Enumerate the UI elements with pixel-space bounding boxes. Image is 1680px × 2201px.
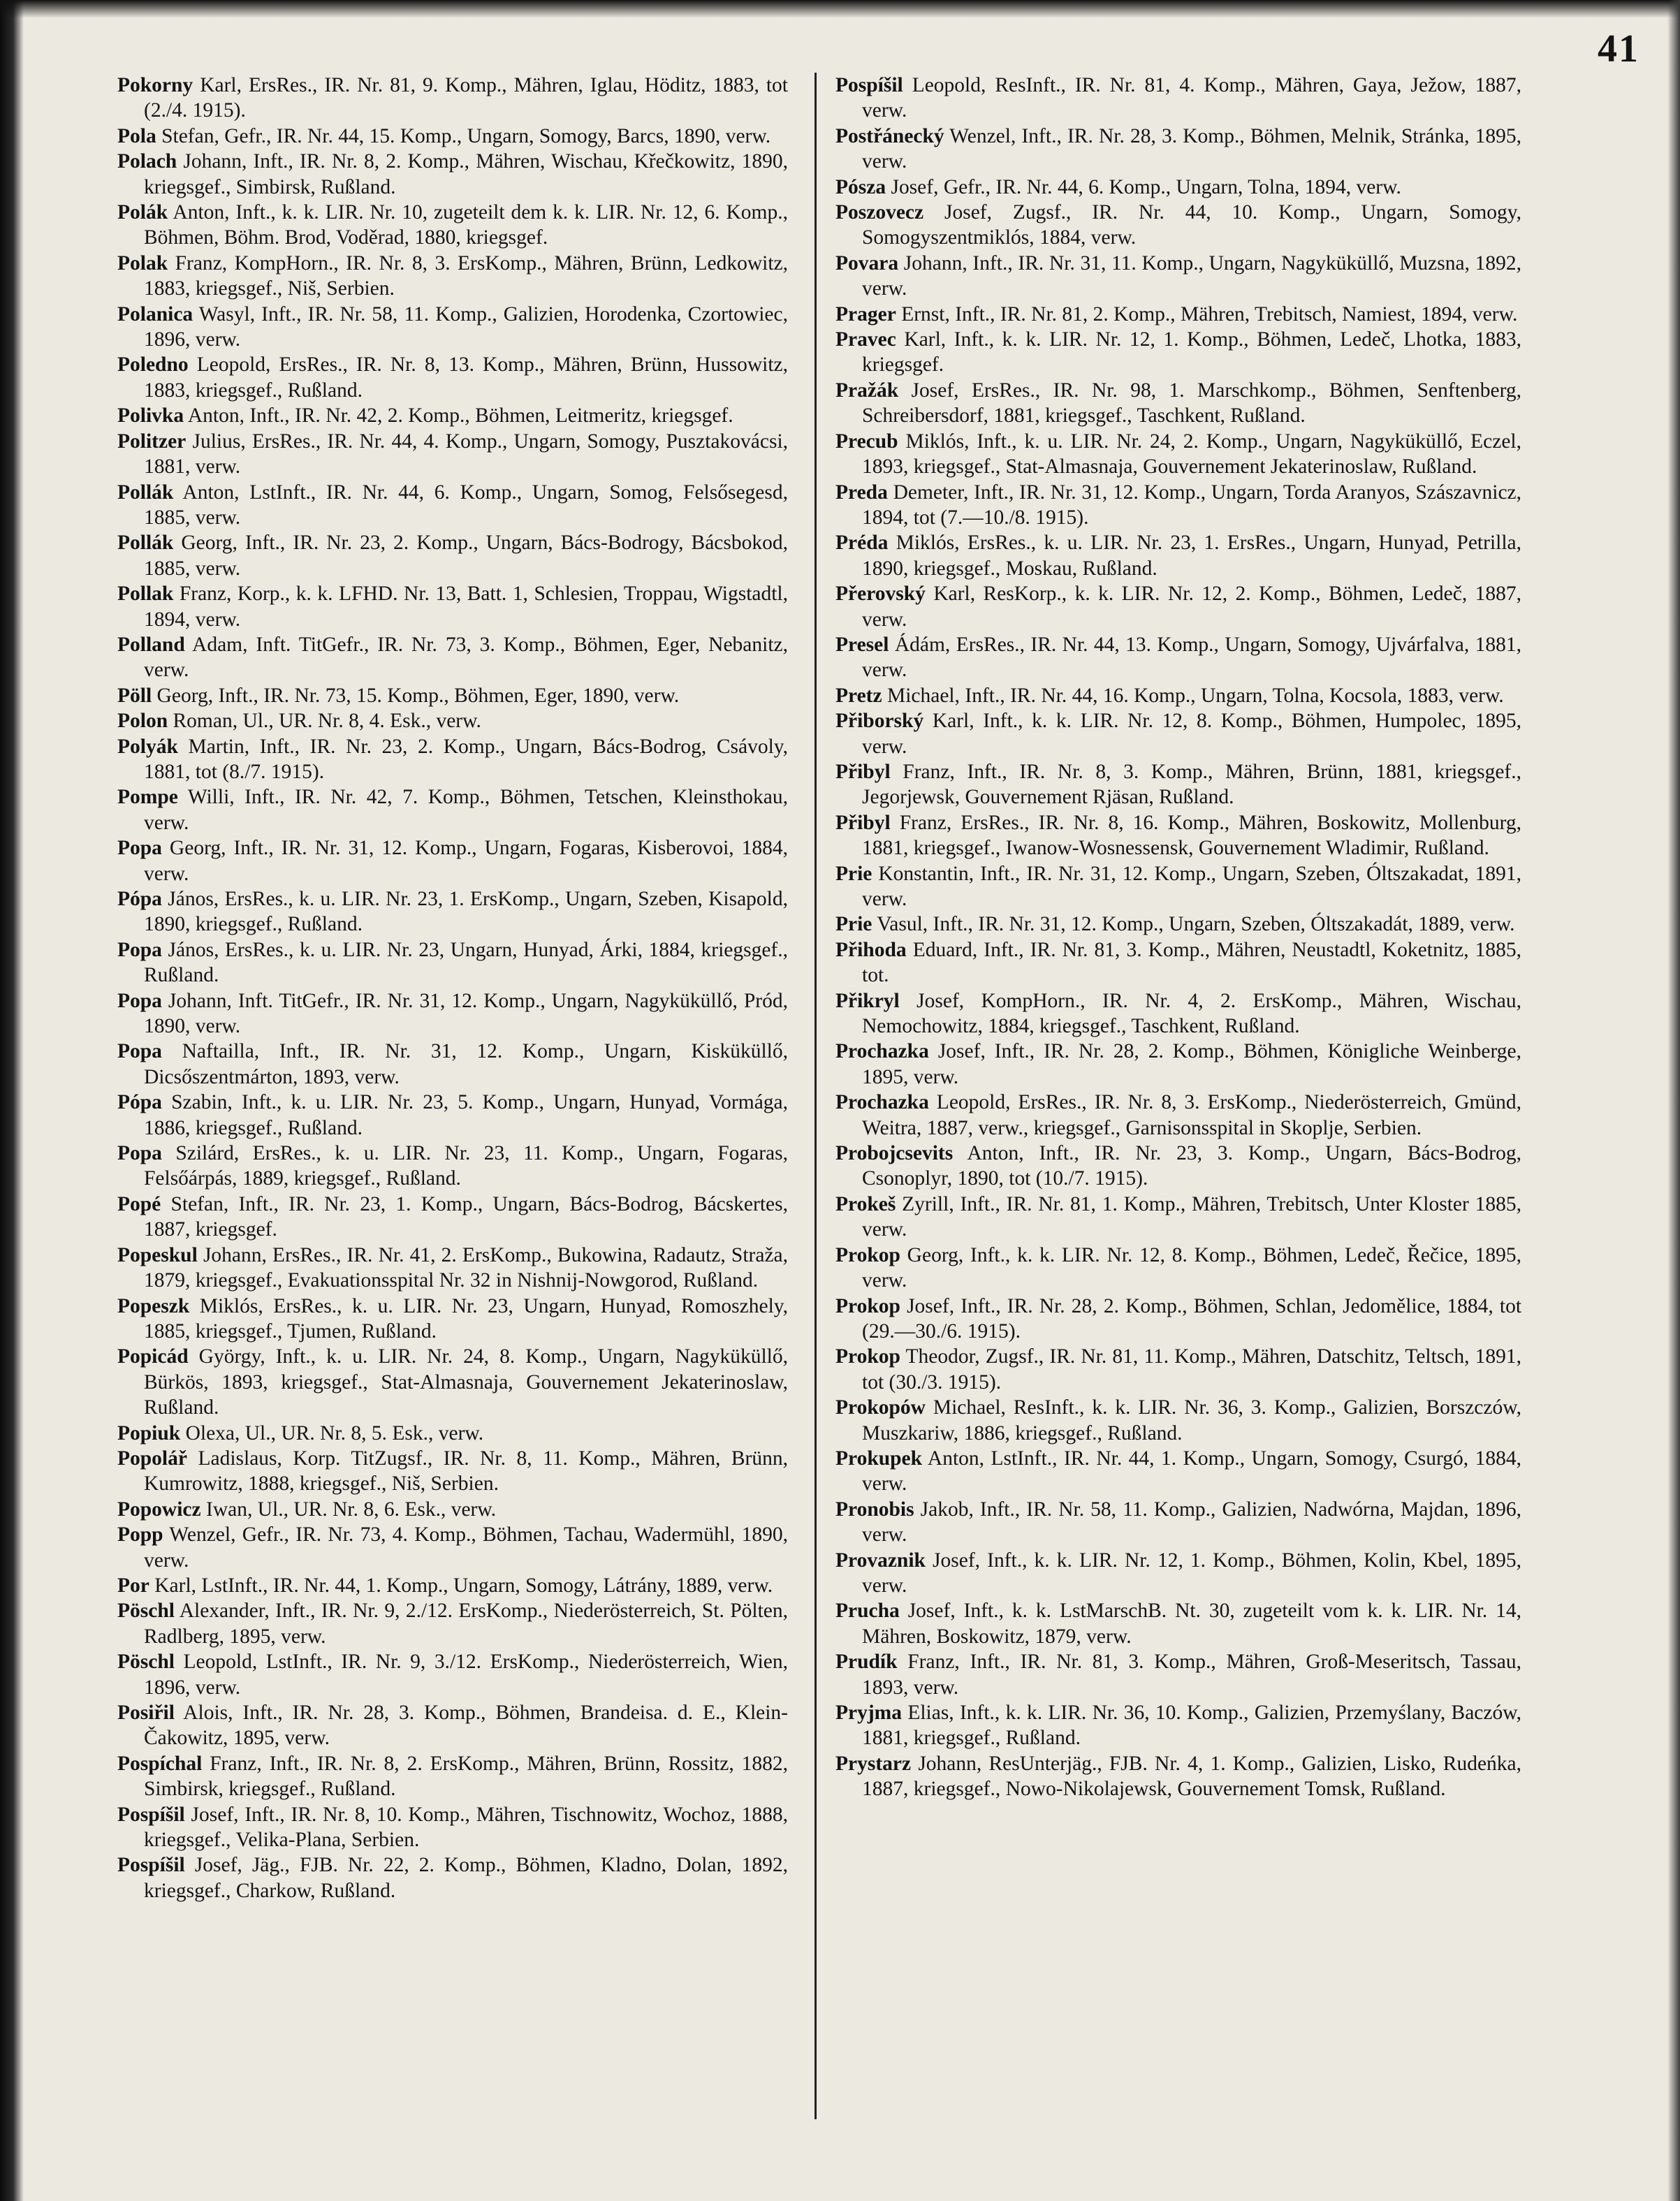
entry-details: Alois, Inft., IR. Nr. 28, 3. Komp., Böhmen, Brandeisa. d. E., Klein-Čakowitz, 1895, verw. — [144, 1702, 788, 1750]
entry-details: Josef, Zugsf., IR. Nr. 44, 10. Komp., Ungarn, Somogy, Somogyszentmiklós, 1884, verw. — [862, 201, 1522, 249]
entry-details: Ladislaus, Korp. TitZugsf., IR. Nr. 8, 11. Komp., Mähren, Brünn, Kumrowitz, 1888, kriegsgef., Niš, Serbien. — [144, 1447, 789, 1496]
entry-details: Josef, Inft., IR. Nr. 8, 10. Komp., Mähren, Tischnowitz, Wochoz, 1888, kriegsgef., Velika-Plana, Serbien. — [144, 1803, 789, 1852]
list-item — [835, 1649, 1521, 1700]
entry-surname: Povara — [835, 251, 899, 275]
entry-surname: Popa — [117, 989, 162, 1012]
entry-surname: Politzer — [117, 430, 187, 453]
entry-surname: Popp — [117, 1523, 163, 1546]
list-item — [117, 1192, 788, 1243]
entry-surname: Pretz — [835, 684, 882, 707]
entry-details: Anton, LstInft., IR. Nr. 44, 1. Komp., Ungarn, Somogy, Csurgó, 1884, verw. — [862, 1447, 1521, 1496]
entry-surname: Pollák — [117, 481, 174, 504]
entry-details: Elias, Inft., k. k. LIR. Nr. 36, 10. Komp., Galizien, Przemyślany, Baczów, 1881, kriegsgef., Rußland. — [862, 1702, 1522, 1750]
scan-edge-left — [0, 0, 24, 2201]
entry-details: Josef, Inft., k. k. LstMarschB. Nt. 30, zugeteilt vom k. k. LIR. Nr. 14, Mähren, Boskowitz, 1879, verw. — [862, 1600, 1521, 1648]
scan-edge-right — [1667, 0, 1680, 2201]
entry-surname: Pósza — [835, 175, 886, 198]
entry-surname: Pollak — [117, 583, 174, 606]
entry-surname: Popowicz — [117, 1498, 201, 1521]
entry-surname: Prokop — [835, 1345, 900, 1368]
list-item — [835, 251, 1521, 302]
entry-details: Stefan, Gefr., IR. Nr. 44, 15. Komp., Ungarn, Somogy, Barcs, 1890, verw. — [161, 124, 771, 147]
list-item — [835, 759, 1521, 810]
entry-details: Georg, Inft., k. k. LIR. Nr. 12, 8. Komp., Böhmen, Ledeč, Řečice, 1895, verw. — [862, 1243, 1521, 1292]
entry-surname: Poledno — [117, 353, 189, 376]
entry-surname: Přikryl — [835, 989, 900, 1012]
list-item — [117, 835, 788, 886]
list-item — [835, 632, 1521, 683]
list-item — [835, 302, 1521, 327]
entry-details: Leopold, ErsRes., IR. Nr. 8, 3. ErsKomp., Niederösterreich, Gmünd, Weitra, 1887, verw., kriegsgef., Garnisonsspital in Skoplje, Serbien. — [862, 1091, 1521, 1139]
entry-surname: Pospíšil — [117, 1854, 185, 1877]
list-item — [117, 530, 788, 581]
entry-details: Johann, ErsRes., IR. Nr. 41, 2. ErsKomp., Bukowina, Radautz, Straža, 1879, kriegsgef., Evakuationsspital Nr. 32 in Nishnij-Nowgorod, Rußland. — [144, 1243, 789, 1292]
entry-surname: Prudík — [835, 1651, 898, 1674]
list-item — [117, 1598, 788, 1649]
list-item — [835, 480, 1521, 531]
entry-surname: Popa — [117, 1142, 162, 1165]
entry-surname: Polak — [117, 251, 168, 275]
entry-details: Julius, ErsRes., IR. Nr. 44, 4. Komp., Ungarn, Somogy, Pusztakovácsi, 1881, verw. — [144, 430, 789, 478]
list-item — [117, 683, 788, 708]
list-item — [117, 200, 788, 251]
entry-details: Josef, Jäg., FJB. Nr. 22, 2. Komp., Böhmen, Kladno, Dolan, 1892, kriegsgef., Charkow, Rußland. — [144, 1854, 788, 1902]
list-item — [835, 378, 1521, 429]
entry-details: Franz, Korp., k. k. LFHD. Nr. 13, Batt. 1, Schlesien, Troppau, Wigstadtl, 1894, verw. — [144, 583, 789, 631]
entry-surname: Por — [117, 1574, 149, 1597]
entry-details: Leopold, ErsRes., IR. Nr. 8, 13. Komp., Mähren, Brünn, Hussowitz, 1883, kriegsgef., Rußland. — [144, 353, 788, 402]
entry-details: Franz, Inft., IR. Nr. 81, 3. Komp., Mähren, Groß-Meseritsch, Tassau, 1893, verw. — [862, 1651, 1522, 1699]
entry-details: Ernst, Inft., IR. Nr. 81, 2. Komp., Mähren, Trebitsch, Namiest, 1894, verw. — [901, 302, 1518, 326]
entry-surname: Polanica — [117, 302, 193, 326]
list-item — [835, 1751, 1521, 1802]
list-item — [835, 1039, 1521, 1090]
list-item — [835, 683, 1521, 708]
entry-details: Theodor, Zugsf., IR. Nr. 81, 11. Komp., Mähren, Datschitz, Teltsch, 1891, tot (30./3. 1915). — [862, 1345, 1521, 1394]
entry-details: Karl, LstInft., IR. Nr. 44, 1. Komp., Ungarn, Somogy, Látrány, 1889, verw. — [154, 1574, 773, 1597]
list-item — [117, 1294, 788, 1345]
right-column — [835, 73, 1521, 1802]
entry-surname: Probojcsevits — [835, 1142, 954, 1165]
list-item — [835, 1294, 1521, 1345]
entry-surname: Pražák — [835, 379, 899, 402]
entry-details: Johann, ResUnterjäg., FJB. Nr. 4, 1. Komp., Galizien, Lisko, Rudeńka, 1887, kriegsgef., Nowo-Nikolajewsk, Gouvernement Tomsk, Rußland. — [862, 1752, 1522, 1801]
entry-details: Anton, Inft., k. k. LIR. Nr. 10, zugeteilt dem k. k. LIR. Nr. 12, 6. Komp., Böhmen, Böhm. Brod, Voděrad, 1880, kriegsgef. — [144, 201, 788, 249]
entry-surname: Popé — [117, 1192, 161, 1215]
entry-details: Karl, Inft., k. k. LIR. Nr. 12, 1. Komp., Böhmen, Ledeč, Lhotka, 1883, kriegsgef. — [862, 328, 1522, 376]
list-item — [835, 1598, 1521, 1649]
entry-details: Georg, Inft., IR. Nr. 73, 15. Komp., Böhmen, Eger, 1890, verw. — [156, 684, 680, 707]
entry-surname: Polák — [117, 201, 168, 224]
list-item — [117, 1700, 788, 1751]
entry-details: Miklós, Inft., k. u. LIR. Nr. 24, 2. Komp., Ungarn, Nagyküküllő, Eczel, 1893, kriegsgef., Stat-Almasnaja, Gouvernement Jekaterinoslaw, Rußland. — [862, 430, 1521, 478]
list-item — [835, 530, 1521, 581]
list-item — [117, 708, 788, 733]
entry-surname: Prystarz — [835, 1752, 912, 1775]
entry-details: Alexander, Inft., IR. Nr. 9, 2./12. ErsKomp., Niederösterreich, St. Pölten, Radlberg, 1895, verw. — [144, 1600, 789, 1648]
list-item — [117, 1039, 788, 1090]
entry-details: Josef, Inft., k. k. LIR. Nr. 12, 1. Komp., Böhmen, Kolin, Kbel, 1895, verw. — [862, 1549, 1521, 1597]
entry-details: Wasyl, Inft., IR. Nr. 58, 11. Komp., Galizien, Horodenka, Czortowiec, 1896, verw. — [144, 302, 788, 351]
entry-details: Anton, LstInft., IR. Nr. 44, 6. Komp., Ungarn, Somog, Felsősegesd, 1885, verw. — [144, 481, 789, 529]
entry-surname: Prokeš — [835, 1192, 896, 1215]
list-item — [835, 810, 1521, 861]
entry-details: Ádám, ErsRes., IR. Nr. 44, 13. Komp., Ungarn, Somogy, Ujvárfalva, 1881, verw. — [862, 633, 1522, 682]
entry-details: Josef, KompHorn., IR. Nr. 4, 2. ErsKomp., Mähren, Wischau, Nemochowitz, 1884, kriegsgef., Taschkent, Rußland. — [862, 989, 1521, 1038]
entry-surname: Prokop — [835, 1294, 900, 1317]
entry-details: Franz, ErsRes., IR. Nr. 8, 16. Komp., Mähren, Boskowitz, Mollenburg, 1881, kriegsgef., Iwanow-Wosnessensk, Gouvernement Wladimir, Rußland. — [862, 811, 1522, 860]
entry-details: Miklós, ErsRes., k. u. LIR. Nr. 23, Ungarn, Hunyad, Romoszhely, 1885, kriegsgef., Tjumen, Rußland. — [144, 1294, 788, 1343]
entry-details: Szilárd, ErsRes., k. u. LIR. Nr. 23, 11. Komp., Ungarn, Fogaras, Felsőárpás, 1889, kriegsgef., Rußland. — [144, 1142, 789, 1190]
entry-details: Karl, ErsRes., IR. Nr. 81, 9. Komp., Mähren, Iglau, Höditz, 1883, tot (2./4. 1915). — [144, 74, 788, 122]
entry-details: Georg, Inft., IR. Nr. 23, 2. Komp., Ungarn, Bács-Bodrogy, Bácsbokod, 1885, verw. — [144, 532, 788, 580]
entry-surname: Postřánecký — [835, 124, 944, 147]
entry-details: Georg, Inft., IR. Nr. 31, 12. Komp., Ungarn, Fogaras, Kisberovoi, 1884, verw. — [144, 837, 789, 885]
entry-surname: Přihoda — [835, 938, 907, 961]
entry-surname: Přibyl — [835, 811, 891, 834]
list-item — [835, 429, 1521, 480]
list-item — [117, 632, 788, 683]
entry-details: Willi, Inft., IR. Nr. 42, 7. Komp., Böhmen, Tetschen, Kleinsthokau, verw. — [144, 786, 788, 834]
scan-edge-top — [0, 0, 1680, 18]
list-item — [117, 1344, 788, 1420]
list-item — [117, 73, 788, 124]
entry-surname: Polyák — [117, 735, 178, 758]
entry-details: Leopold, LstInft., IR. Nr. 9, 3./12. ErsKomp., Niederösterreich, Wien, 1896, verw. — [144, 1651, 789, 1699]
entry-surname: Pospíšil — [117, 1803, 185, 1826]
list-item — [117, 124, 788, 149]
entry-surname: Pronobis — [835, 1498, 914, 1521]
list-item — [117, 1852, 788, 1903]
entry-surname: Presel — [835, 633, 889, 656]
entry-details: Jakob, Inft., IR. Nr. 58, 11. Komp., Galizien, Nadwórna, Majdan, 1896, verw. — [862, 1498, 1522, 1546]
entry-details: János, ErsRes., k. u. LIR. Nr. 23, Ungarn, Hunyad, Árki, 1884, kriegsgef., Rußland. — [144, 938, 789, 987]
list-item — [835, 937, 1521, 988]
entry-details: Konstantin, Inft., IR. Nr. 31, 12. Komp., Ungarn, Szeben, Óltszakadat, 1891, verw. — [862, 862, 1522, 910]
list-item — [835, 73, 1521, 124]
list-item — [117, 302, 788, 353]
entry-surname: Popa — [117, 1040, 162, 1063]
list-item — [117, 1802, 788, 1853]
entry-surname: Pópa — [117, 888, 162, 910]
entry-surname: Preda — [835, 481, 888, 504]
entry-surname: Polivka — [117, 404, 184, 427]
entry-details: Johann, Inft. TitGefr., IR. Nr. 31, 12. Komp., Ungarn, Nagyküküllő, Pród, 1890, verw. — [144, 989, 789, 1038]
list-item — [835, 327, 1521, 378]
entry-details: Franz, Inft., IR. Nr. 8, 3. Komp., Mähren, Brünn, 1881, kriegsgef., Jegorjewsk, Gouvernement Rjäsan, Rußland. — [862, 760, 1522, 809]
entry-details: Leopold, ResInft., IR. Nr. 81, 4. Komp., Mähren, Gaya, Ježow, 1887, verw. — [862, 74, 1521, 122]
entry-details: János, ErsRes., k. u. LIR. Nr. 23, 1. ErsKomp., Ungarn, Szeben, Kisapold, 1890, kriegsgef., Rußland. — [144, 888, 789, 936]
list-item — [835, 1344, 1521, 1395]
entry-surname: Pompe — [117, 786, 178, 809]
list-item — [117, 1141, 788, 1192]
entry-surname: Popeszk — [117, 1294, 190, 1317]
list-item — [835, 861, 1521, 912]
entry-surname: Popicád — [117, 1345, 189, 1368]
entry-surname: Pryjma — [835, 1702, 903, 1724]
entry-details: Martin, Inft., IR. Nr. 23, 2. Komp., Ungarn, Bács-Bodrog, Csávoly, 1881, tot (8./7. 1915). — [144, 735, 789, 783]
entry-details: Wenzel, Gefr., IR. Nr. 73, 4. Komp., Böhmen, Tachau, Wadermühl, 1890, verw. — [144, 1523, 788, 1572]
list-item — [117, 149, 788, 200]
entry-surname: Prokopów — [835, 1396, 926, 1419]
entry-surname: Pravec — [835, 328, 896, 351]
entry-details: Michael, ResInft., k. k. LIR. Nr. 36, 3. Komp., Galizien, Borszczów, Muszkariw, 1886, kriegsgef., Rußland. — [862, 1396, 1521, 1445]
list-item — [117, 988, 788, 1039]
entry-surname: Pollák — [117, 532, 174, 555]
list-item — [117, 403, 788, 428]
list-item — [835, 912, 1521, 937]
list-item — [835, 1243, 1521, 1294]
list-item — [117, 1446, 788, 1497]
entry-details: Franz, Inft., IR. Nr. 8, 2. ErsKomp., Mähren, Brünn, Rossitz, 1882, Simbirsk, kriegsgef., Rußland. — [144, 1752, 788, 1801]
entry-details: Demeter, Inft., IR. Nr. 31, 12. Komp., Ungarn, Torda Aranyos, Szászavnicz, 1894, tot (7.—10./8. 1915). — [862, 481, 1522, 529]
entry-details: Karl, Inft., k. k. LIR. Nr. 12, 8. Komp., Böhmen, Humpolec, 1895, verw. — [862, 710, 1522, 758]
entry-surname: Prucha — [835, 1600, 900, 1623]
entry-surname: Prie — [835, 862, 872, 885]
list-item — [117, 352, 788, 403]
list-item — [117, 1649, 788, 1700]
list-item — [835, 1395, 1521, 1446]
list-item — [117, 1421, 788, 1446]
list-item — [117, 251, 788, 302]
list-item — [835, 1192, 1521, 1243]
list-item — [117, 1243, 788, 1294]
entry-surname: Polach — [117, 150, 177, 173]
list-item — [835, 708, 1521, 759]
entry-details: Johann, Inft., IR. Nr. 8, 2. Komp., Mähren, Wischau, Křečkowitz, 1890, kriegsgef., Simbirsk, Rußland. — [144, 150, 788, 198]
entry-details: Anton, Inft., IR. Nr. 42, 2. Komp., Böhmen, Leitmeritz, kriegsgef. — [187, 404, 733, 427]
entry-surname: Prokupek — [835, 1447, 923, 1470]
entry-surname: Posiřil — [117, 1702, 175, 1724]
entry-details: Johann, Inft., IR. Nr. 31, 11. Komp., Ungarn, Nagyküküllő, Muzsna, 1892, verw. — [862, 251, 1522, 300]
list-item — [835, 1446, 1521, 1497]
entry-surname: Prokop — [835, 1243, 900, 1266]
entry-surname: Pospíšil — [835, 74, 903, 96]
entry-details: Szabin, Inft., k. u. LIR. Nr. 23, 5. Komp., Ungarn, Hunyad, Vormága, 1886, kriegsgef., Rußland. — [144, 1091, 789, 1139]
list-item — [117, 429, 788, 480]
list-item — [117, 581, 788, 632]
entry-surname: Poszovecz — [835, 201, 924, 224]
entry-surname: Popolář — [117, 1447, 187, 1470]
entry-surname: Pöll — [117, 684, 152, 707]
entry-surname: Prochazka — [835, 1040, 929, 1063]
list-item — [835, 1700, 1521, 1751]
entry-details: Zyrill, Inft., IR. Nr. 81, 1. Komp., Mähren, Trebitsch, Unter Kloster 1885, verw. — [862, 1192, 1521, 1241]
entry-surname: Popeskul — [117, 1243, 198, 1266]
entry-details: Roman, Ul., UR. Nr. 8, 4. Esk., verw. — [173, 710, 481, 733]
entry-details: Franz, KompHorn., IR. Nr. 8, 3. ErsKomp., Mähren, Brünn, Ledkowitz, 1883, kriegsgef., Niš, Serbien. — [144, 251, 789, 300]
list-item — [117, 784, 788, 835]
list-item — [835, 200, 1521, 251]
list-item — [835, 1548, 1521, 1599]
list-item — [117, 1573, 788, 1598]
list-item — [117, 886, 788, 937]
entry-surname: Pópa — [117, 1091, 162, 1114]
list-item — [117, 480, 788, 531]
list-item — [835, 1497, 1521, 1548]
entry-details: Naftailla, Inft., IR. Nr. 31, 12. Komp., Ungarn, Kisküküllő, Dicsőszentmárton, 1893, verw. — [144, 1040, 789, 1088]
entry-details: Vasul, Inft., IR. Nr. 31, 12. Komp., Ungarn, Szeben, Óltszakadát, 1889, verw. — [877, 913, 1515, 936]
list-item — [117, 1497, 788, 1522]
entry-surname: Přiborský — [835, 710, 924, 733]
entry-surname: Prager — [835, 302, 896, 326]
entry-surname: Pokorny — [117, 74, 193, 96]
list-item — [117, 1090, 788, 1141]
list-item — [835, 175, 1521, 200]
entry-surname: Pola — [117, 124, 156, 147]
list-item — [835, 581, 1521, 632]
entry-surname: Precub — [835, 430, 898, 453]
entry-details: Stefan, Inft., IR. Nr. 23, 1. Komp., Ungarn, Bács-Bodrog, Bácskertes, 1887, kriegsgef. — [144, 1192, 788, 1241]
entry-details: Miklós, ErsRes., k. u. LIR. Nr. 23, 1. ErsRes., Ungarn, Hunyad, Petrilla, 1890, kriegsgef., Moskau, Rußland. — [862, 532, 1521, 580]
entry-details: Olexa, Ul., UR. Nr. 8, 5. Esk., verw. — [185, 1421, 484, 1445]
list-item — [835, 988, 1521, 1039]
entry-surname: Přibyl — [835, 760, 891, 783]
entry-surname: Préda — [835, 532, 889, 555]
entry-details: Josef, ErsRes., IR. Nr. 98, 1. Marschkomp., Böhmen, Senftenberg, Schreibersdorf, 1881, kriegsgef., Taschkent, Rußland. — [862, 379, 1521, 427]
list-item — [117, 1751, 788, 1802]
left-column — [117, 73, 788, 1903]
entry-details: Wenzel, Inft., IR. Nr. 28, 3. Komp., Böhmen, Melnik, Stránka, 1895, verw. — [862, 124, 1521, 173]
entry-surname: Popa — [117, 938, 162, 961]
entry-details: Eduard, Inft., IR. Nr. 81, 3. Komp., Mähren, Neustadtl, Koketnitz, 1885, tot. — [862, 938, 1521, 987]
entry-details: Josef, Gefr., IR. Nr. 44, 6. Komp., Ungarn, Tolna, 1894, verw. — [891, 175, 1401, 198]
entry-surname: Pöschl — [117, 1600, 175, 1623]
entry-surname: Provaznik — [835, 1549, 926, 1572]
list-item — [835, 1090, 1521, 1141]
entry-surname: Prie — [835, 913, 872, 936]
entry-surname: Pöschl — [117, 1651, 175, 1674]
entry-details: György, Inft., k. u. LIR. Nr. 24, 8. Komp., Ungarn, Nagyküküllő, Bürkös, 1893, kriegsgef., Stat-Almasnaja, Gouvernement Jekaterinoslaw, Rußland. — [144, 1345, 789, 1419]
entry-surname: Popiuk — [117, 1421, 181, 1445]
list-item — [117, 937, 788, 988]
page-number: 41 — [1598, 27, 1639, 71]
entry-details: Anton, Inft., IR. Nr. 23, 3. Komp., Ungarn, Bács-Bodrog, Csonoplyr, 1890, tot (10./7. 1915). — [862, 1142, 1522, 1190]
entry-details: Iwan, Ul., UR. Nr. 8, 6. Esk., verw. — [206, 1498, 497, 1521]
entry-details: Adam, Inft. TitGefr., IR. Nr. 73, 3. Komp., Böhmen, Eger, Nebanitz, verw. — [144, 633, 788, 682]
entry-surname: Popa — [117, 837, 162, 860]
entry-surname: Polland — [117, 633, 185, 656]
list-item — [117, 1522, 788, 1573]
entry-surname: Přerovský — [835, 583, 926, 606]
entry-details: Karl, ResKorp., k. k. LIR. Nr. 12, 2. Komp., Böhmen, Ledeč, 1887, verw. — [862, 583, 1521, 631]
column-divider — [815, 73, 817, 2119]
list-item — [117, 734, 788, 785]
entry-surname: Polon — [117, 710, 168, 733]
entry-details: Josef, Inft., IR. Nr. 28, 2. Komp., Böhmen, Schlan, Jedomělice, 1884, tot (29.—30./6. 1915). — [862, 1294, 1522, 1343]
entry-details: Josef, Inft., IR. Nr. 28, 2. Komp., Böhmen, Königliche Weinberge, 1895, verw. — [862, 1040, 1522, 1088]
list-item — [835, 124, 1521, 175]
entry-surname: Prochazka — [835, 1091, 929, 1114]
entry-surname: Pospíchal — [117, 1752, 203, 1775]
entry-details: Michael, Inft., IR. Nr. 44, 16. Komp., Ungarn, Tolna, Kocsola, 1883, verw. — [886, 684, 1504, 707]
list-item — [835, 1141, 1521, 1192]
